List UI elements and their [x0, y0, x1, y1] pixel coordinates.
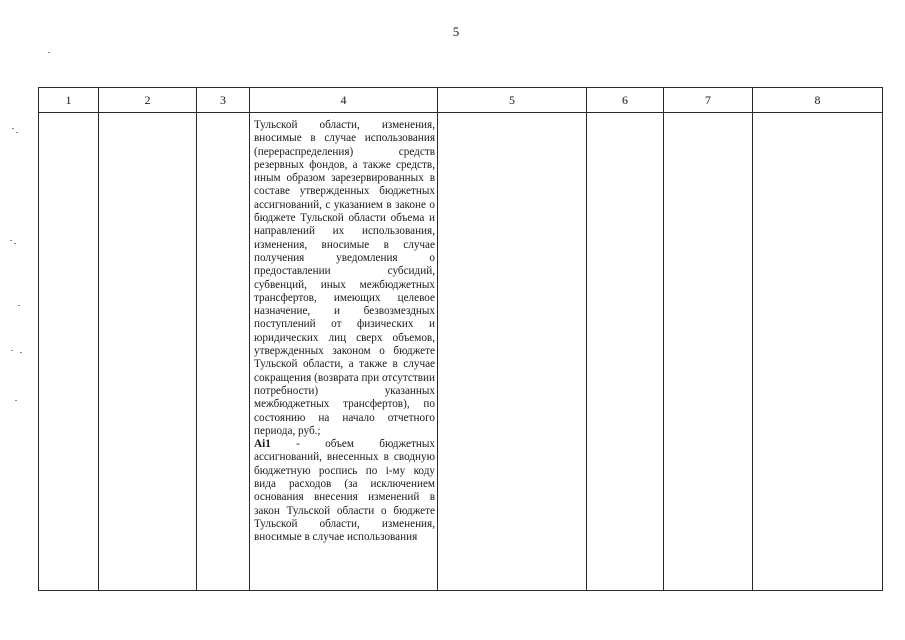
table-row — [39, 113, 883, 591]
column-header-7: 7 — [664, 88, 753, 113]
cell-col-6 — [587, 113, 664, 591]
variable-definition: - объем бюджетных ассигнований, внесенных в сводную бюджетную роспись по i-му коду вида расходов (за исключением основания внесения изменений в закон Тульской области о бюджете Тульской области, изменения, вносимые в случае использования — [254, 438, 435, 544]
column-header-3: 3 — [197, 88, 250, 113]
page-number: 5 — [452, 24, 460, 39]
column-header-8: 8 — [753, 88, 883, 113]
cell-col-5 — [438, 113, 587, 591]
cell-col-8 — [753, 113, 883, 591]
column-4-text — [250, 113, 437, 545]
document-table — [38, 87, 883, 591]
paragraph-2 — [254, 438, 435, 544]
cell-col-3 — [197, 113, 250, 591]
column-header-6: 6 — [587, 88, 664, 113]
paragraph-1: Тульской области, изменения, вносимые в случае использования (перераспределения) средств резервных фондов, а также средств, иным образом зарезервированных в составе утвержденных бюджетных ассигнований, с указанием в законе о бюджете Тульской области объема и направлений их использования, изменения, вносимые в случае получения уведомления о предоставлении субсидий, субвенций, иных межбюджетных трансфертов, имеющих целевое назначение, и безвозмездных поступлений от физических и юридических лиц сверх объемов, утвержденных законом о бюджете Тульской области, а также в случае сокращения (возврата при отсутствии потребности) указанных межбюджетных трансфертов), по состоянию на начало отчетного периода, руб.; — [254, 119, 435, 437]
column-header-4: 4 — [250, 88, 438, 113]
cell-col-4 — [250, 113, 438, 591]
column-header-5: 5 — [438, 88, 587, 113]
cell-col-2 — [99, 113, 197, 591]
cell-col-7 — [664, 113, 753, 591]
variable-symbol: Аi1 — [254, 438, 271, 451]
column-header-1: 1 — [39, 88, 99, 113]
column-header-2: 2 — [99, 88, 197, 113]
table-header-row — [39, 88, 883, 113]
cell-col-1 — [39, 113, 99, 591]
